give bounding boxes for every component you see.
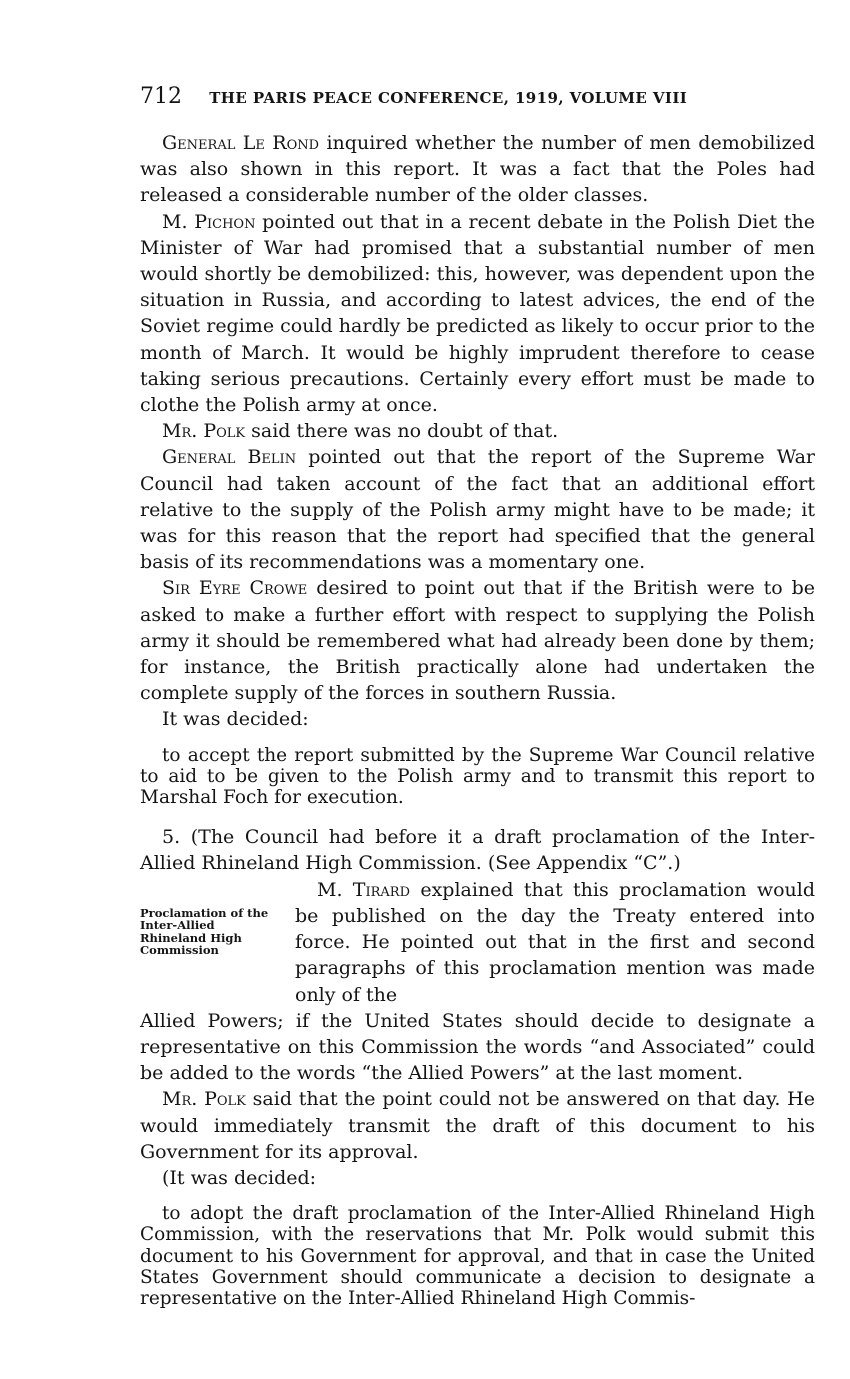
paragraph-decided-1: It was decided: <box>162 708 309 731</box>
document-page <box>140 84 815 1309</box>
page-number: 712 <box>140 84 182 109</box>
paragraph-text: desired to point out that if the British were to be asked to make a further effort with respect to supplying the Polish army it should be remembered what had already been done by them; for instance, the British practically alone had undertaken the complete supply of the forces in southern Russia. <box>140 577 815 705</box>
speaker-name: General Le Rond <box>162 132 320 154</box>
speaker-name: M. Pichon <box>162 210 256 233</box>
paragraph-belin <box>140 444 815 575</box>
sidenote-block <box>140 877 815 1008</box>
paragraph-polk-2 <box>140 1086 815 1165</box>
paragraph-crowe <box>140 575 815 706</box>
paragraph-text: inquired whether the number of men demobilized was also shown in this report. It was a fact that the Poles had released a considerable number of the older classes. <box>140 132 815 207</box>
paragraph-text: said that the point could not be answered on that day. He would immediately transmit the draft of this document to his Government for its approval. <box>140 1088 815 1163</box>
running-title: THE PARIS PEACE CONFERENCE, 1919, VOLUME VIII <box>209 89 688 107</box>
paragraph-pichon <box>140 209 815 419</box>
paragraph-decided-2: (It was decided: <box>162 1166 317 1189</box>
paragraph-le-rond <box>140 130 815 209</box>
paragraph-tirard <box>295 877 815 1008</box>
paragraph-text: pointed out that the report of the Supreme War Council had taken account of the fact that an additional effort relative to the supply of the Polish army might have to be made; it was for this reason that the report had specified that the general basis of its recommendations was a momentary one. <box>140 446 815 574</box>
margin-note: Proclamation of the Inter-Allied Rhineland High Commission <box>140 905 269 958</box>
paragraph-text: explained that this proclamation would be published on the day the Treaty entered into force. He pointed out that in the first and second paragraphs of this proclamation mention was made only of the <box>295 878 816 1006</box>
paragraph-tirard-continued: Allied Powers; if the United States should decide to designate a representative on this Commission the words “and Associated” could be added to the words “the Allied Powers” at the last moment. <box>140 1009 815 1085</box>
paragraph-item-5: 5. (The Council had before it a draft proclamation of the Inter-Allied Rhineland High Commission. (See Appendix “C”.) <box>140 826 815 875</box>
paragraph-text: said there was no doubt of that. <box>245 420 559 443</box>
running-head <box>140 84 815 130</box>
speaker-name: General Belin <box>162 446 297 469</box>
speaker-name: Sir Eyre Crowe <box>162 577 308 600</box>
paragraph-polk-1 <box>140 418 815 444</box>
paragraph-text: pointed out that in a recent debate in the Polish Diet the Minister of War had promised that a substantial number of men would shortly be demobilized: this, however, was dependent upon the situation in Russia, and according to latest advices, the end of the Soviet regime could hardly be predicted as likely to occur prior to the month of March. It would be highly imprudent therefore to cease taking serious precautions. Certainly every effort must be made to clothe the Polish army at once. <box>140 210 815 417</box>
decision-text-1: to accept the report submitted by the Supreme War Council relative to aid to be given to the Polish army and to transmit this report to Marshal Foch for execution. <box>140 744 815 809</box>
decision-text-2: to adopt the draft proclamation of the Inter-Allied Rhineland High Commission, with the reservations that Mr. Polk would submit this document to his Government for approval, and that in case the United States Government should communicate a decision to designate a representative on the Inter-Allied Rhineland High Commis- <box>140 1203 815 1309</box>
speaker-name: M. Tirard <box>317 878 411 901</box>
speaker-name: Mr. Polk <box>162 1088 246 1111</box>
speaker-name: Mr. Polk <box>162 420 246 443</box>
